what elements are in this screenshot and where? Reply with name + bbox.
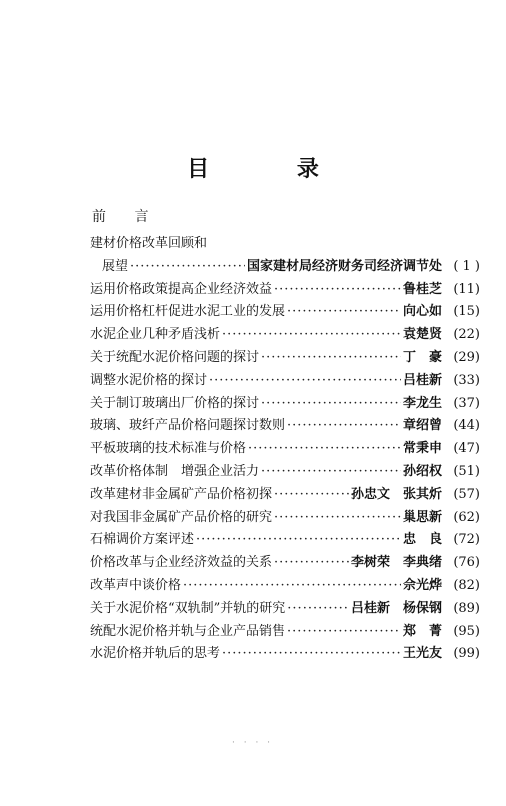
toc-entry <box>90 528 480 551</box>
entry-title: 关于统配水泥价格问题的探讨 <box>90 349 260 365</box>
entry-title: 建材价格改革回顾和 <box>90 236 208 251</box>
entry-author: 孙忠文 张其炘 <box>350 486 442 502</box>
leader-dots <box>209 373 401 388</box>
toc-entry <box>90 278 480 301</box>
entry-author: 吕桂新 <box>402 372 442 388</box>
entry-title: 价格改革与企业经济效益的关系 <box>90 555 273 571</box>
toc-entry <box>90 232 480 255</box>
table-of-contents <box>90 232 480 665</box>
leader-dots <box>261 464 401 479</box>
toc-entry <box>90 597 480 620</box>
entry-title: 统配水泥价格并轨与企业产品销售 <box>90 623 286 639</box>
leader-dots <box>261 396 401 411</box>
entry-title: 运用价格杠杆促进水泥工业的发展 <box>90 304 286 320</box>
entry-author: 李龙生 <box>402 395 442 411</box>
entry-author: 孙绍权 <box>402 463 442 479</box>
entry-title: 关于制订玻璃出厂价格的探讨 <box>90 395 260 411</box>
leader-dots <box>287 601 349 616</box>
entry-author: 巢思新 <box>402 509 442 525</box>
entry-author: 郑 菁 <box>402 623 442 639</box>
leader-dots <box>274 510 401 525</box>
leader-dots <box>261 350 401 365</box>
leader-dots <box>287 304 401 319</box>
leader-dots <box>183 578 401 593</box>
entry-page: (37) <box>453 395 480 411</box>
toc-entry <box>90 346 480 369</box>
entry-title: 改革建材非金属矿产品价格初探 <box>90 486 273 502</box>
leader-dots <box>287 418 401 433</box>
entry-title: 运用价格政策提高企业经济效益 <box>90 281 273 297</box>
entry-page: (95) <box>453 623 480 639</box>
entry-page: (47) <box>453 441 480 457</box>
preface-heading: 前 言 <box>92 209 161 225</box>
toc-entry <box>90 300 480 323</box>
entry-page: (62) <box>453 509 480 525</box>
entry-title: 调整水泥价格的探讨 <box>90 372 208 388</box>
entry-title: 平板玻璃的技术标准与价格 <box>90 441 247 457</box>
toc-entry <box>90 483 480 506</box>
entry-title: 展望 <box>102 258 129 274</box>
toc-entry <box>90 460 480 483</box>
leader-dots <box>248 441 401 456</box>
entry-title: 对我国非金属矿产品价格的研究 <box>90 509 273 525</box>
entry-page: (29) <box>453 349 480 365</box>
toc-entry <box>90 437 480 460</box>
entry-page: (99) <box>453 646 480 662</box>
entry-author: 常秉申 <box>402 441 442 457</box>
entry-title: 水泥价格并轨后的思考 <box>90 646 221 662</box>
entry-title: 改革声中谈价格 <box>90 577 182 593</box>
entry-page: (33) <box>453 372 480 388</box>
entry-author: 李树荣 李典绪 <box>350 555 442 571</box>
toc-entry <box>90 414 480 437</box>
leader-dots <box>274 555 349 570</box>
entry-title: 改革价格体制 增强企业活力 <box>90 463 260 479</box>
leader-dots <box>222 327 401 342</box>
entry-title: 关于水泥价格“双轨制”并轨的研究 <box>90 600 286 616</box>
toc-entry <box>90 255 480 278</box>
entry-author: 国家建材局经济财务司经济调节处 <box>246 258 442 274</box>
entry-author: 佘光烨 <box>402 577 442 593</box>
entry-page: (89) <box>453 600 480 616</box>
entry-page: (82) <box>453 577 480 593</box>
entry-title: 水泥企业几种矛盾浅析 <box>90 327 221 343</box>
toc-entry <box>90 574 480 597</box>
entry-author: 袁楚贤 <box>402 327 442 343</box>
entry-page: (11) <box>453 281 480 297</box>
toc-entry <box>90 506 480 529</box>
entry-page: (51) <box>453 463 480 479</box>
entry-author: 王光友 <box>402 646 442 662</box>
leader-dots <box>287 624 401 639</box>
entry-author: 章绍曾 <box>402 418 442 434</box>
leader-dots <box>130 259 245 274</box>
entry-page: (22) <box>453 327 480 343</box>
leader-dots <box>222 646 401 661</box>
scan-artifact: · · · · <box>232 738 274 748</box>
entry-author: 丁 豪 <box>402 349 442 365</box>
entry-author: 吕桂新 杨保钢 <box>350 600 442 616</box>
entry-title: 石棉调价方案评述 <box>90 532 195 548</box>
entry-page: ( 1 ) <box>453 258 480 274</box>
entry-author: 忠 良 <box>402 532 442 548</box>
toc-entry <box>90 369 480 392</box>
leader-dots <box>274 282 401 297</box>
entry-page: (76) <box>453 555 480 571</box>
toc-entry <box>90 323 480 346</box>
leader-dots <box>196 532 401 547</box>
toc-entry <box>90 642 480 665</box>
page-title: 目 录 <box>187 156 359 182</box>
entry-author: 向心如 <box>402 304 442 320</box>
toc-entry <box>90 551 480 574</box>
entry-author: 鲁桂芝 <box>402 281 442 297</box>
entry-page: (15) <box>453 304 480 320</box>
entry-page: (44) <box>453 418 480 434</box>
leader-dots <box>274 487 349 502</box>
toc-entry <box>90 392 480 415</box>
toc-entry <box>90 620 480 643</box>
entry-title: 玻璃、玻纤产品价格问题探讨数则 <box>90 418 286 434</box>
entry-page: (57) <box>453 486 480 502</box>
entry-page: (72) <box>453 532 480 548</box>
